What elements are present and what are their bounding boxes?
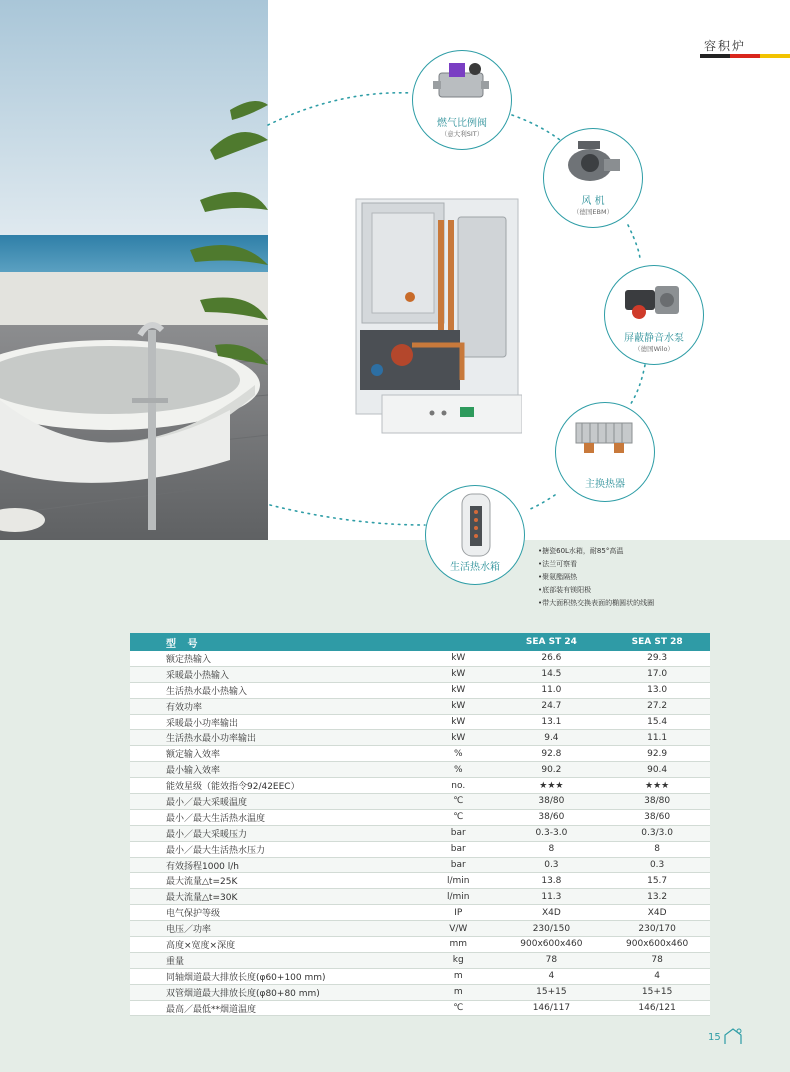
spec-name-cell: 电压／功率 [130, 921, 418, 937]
spec-unit-cell: ℃ [418, 809, 499, 825]
table-row [130, 889, 710, 905]
spec-name-cell: 重量 [130, 952, 418, 968]
spec-name-cell: 最小／最大采暖温度 [130, 794, 418, 810]
table-row [130, 794, 710, 810]
spec-unit-cell: kW [418, 698, 499, 714]
table-row [130, 698, 710, 714]
spec-value-24-cell: 26.6 [499, 651, 605, 666]
table-row [130, 905, 710, 921]
spec-value-28-cell: 29.3 [604, 651, 710, 666]
spec-value-28-cell: 11.1 [604, 730, 710, 746]
spec-value-28-cell: 13.2 [604, 889, 710, 905]
spec-unit-cell: kg [418, 952, 499, 968]
component-heat-exchanger [555, 402, 655, 502]
table-row [130, 984, 710, 1000]
feature-item: •搪瓷60L水箱，耐85°高温 [538, 547, 624, 555]
spec-unit-cell: kW [418, 682, 499, 698]
spec-unit-cell: m [418, 968, 499, 984]
spec-value-28-cell: 15.7 [604, 873, 710, 889]
water-pump-icon [621, 274, 685, 324]
spec-value-28-cell: 8 [604, 841, 710, 857]
spec-unit-cell: bar [418, 857, 499, 873]
spec-name-cell: 最小／最大采暖压力 [130, 825, 418, 841]
table-row [130, 952, 710, 968]
spec-value-24-cell: 13.8 [499, 873, 605, 889]
feature-item: •带大面积热交换表面的椭圆状的线圈 [538, 599, 655, 607]
spec-name-cell: 最大流量△t=30K [130, 889, 418, 905]
section-title: 容积炉 [703, 39, 746, 53]
spec-value-24-cell: 146/117 [499, 1000, 605, 1016]
spec-unit-cell: V/W [418, 921, 499, 937]
spec-value-28-cell: 27.2 [604, 698, 710, 714]
component-origin: （意大利SIT） [440, 130, 484, 138]
spec-value-28-cell: 92.9 [604, 746, 710, 762]
table-row [130, 651, 710, 666]
spec-name-cell: 有效扬程1000 l/h [130, 857, 418, 873]
spec-table [130, 633, 710, 1016]
spec-name-cell: 有效功率 [130, 698, 418, 714]
spec-value-28-cell: 900x600x460 [604, 937, 710, 953]
water-tank-icon [456, 492, 496, 562]
header-col2: SEA ST 28 [604, 633, 710, 651]
table-row [130, 873, 710, 889]
tank-features-list [538, 545, 654, 610]
spec-value-28-cell: 0.3 [604, 857, 710, 873]
table-row [130, 746, 710, 762]
component-water-pump [604, 265, 704, 365]
spec-name-cell: 额定输入效率 [130, 746, 418, 762]
spec-value-24-cell: 15+15 [499, 984, 605, 1000]
component-name: 燃气比例阀 [437, 118, 487, 129]
spec-name-cell: 额定热输入 [130, 651, 418, 666]
table-row [130, 1000, 710, 1016]
spec-value-28-cell: 146/121 [604, 1000, 710, 1016]
spec-unit-cell: IP [418, 905, 499, 921]
spec-value-24-cell: 9.4 [499, 730, 605, 746]
table-row [130, 666, 710, 682]
table-row [130, 841, 710, 857]
spec-value-28-cell: 38/80 [604, 794, 710, 810]
table-row [130, 825, 710, 841]
spec-unit-cell: ℃ [418, 794, 499, 810]
spec-value-28-cell: 4 [604, 968, 710, 984]
header-unit [418, 633, 499, 651]
spec-name-cell: 电气保护等级 [130, 905, 418, 921]
table-row [130, 714, 710, 730]
gas-valve-icon [431, 59, 491, 109]
component-origin: （德国EBM） [572, 208, 614, 216]
spec-name-cell: 最小／最大生活热水压力 [130, 841, 418, 857]
spec-value-24-cell: 11.0 [499, 682, 605, 698]
spec-name-cell: 同轴烟道最大排放长度(φ60+100 mm) [130, 968, 418, 984]
spec-value-24-cell: 900x600x460 [499, 937, 605, 953]
spec-value-24-cell: 38/60 [499, 809, 605, 825]
spec-name-cell: 生活热水最小热输入 [130, 682, 418, 698]
spec-value-24-cell: 4 [499, 968, 605, 984]
spec-value-24-cell: 8 [499, 841, 605, 857]
table-row [130, 730, 710, 746]
spec-unit-cell: l/min [418, 889, 499, 905]
component-name: 风 机 [581, 196, 605, 207]
component-name: 主换热器 [585, 479, 625, 490]
spec-unit-cell: kW [418, 714, 499, 730]
spec-name-cell: 采暖最小功率输出 [130, 714, 418, 730]
spec-value-24-cell: 24.7 [499, 698, 605, 714]
table-header-row [130, 633, 710, 651]
spec-value-28-cell: 90.4 [604, 762, 710, 778]
spec-value-24-cell: 78 [499, 952, 605, 968]
spec-value-28-cell: 17.0 [604, 666, 710, 682]
spec-name-cell: 最高／最低**烟道温度 [130, 1000, 418, 1016]
spec-value-24-cell: 0.3-3.0 [499, 825, 605, 841]
spec-value-28-cell: 13.0 [604, 682, 710, 698]
spec-value-28-cell: ★★★ [604, 778, 710, 794]
spec-value-24-cell: 92.8 [499, 746, 605, 762]
spec-value-24-cell: X4D [499, 905, 605, 921]
table-row [130, 857, 710, 873]
component-name: 生活热水箱 [450, 562, 500, 573]
spec-table-body [130, 651, 710, 1016]
spec-value-28-cell: X4D [604, 905, 710, 921]
table-row [130, 937, 710, 953]
fan-icon [560, 137, 624, 187]
component-name: 屏蔽静音水泵 [624, 333, 684, 344]
table-row [130, 762, 710, 778]
spec-unit-cell: kW [418, 651, 499, 666]
table-row [130, 921, 710, 937]
spec-value-24-cell: 0.3 [499, 857, 605, 873]
spec-value-28-cell: 38/60 [604, 809, 710, 825]
spec-name-cell: 高度×宽度×深度 [130, 937, 418, 953]
spec-unit-cell: kW [418, 666, 499, 682]
spec-value-24-cell: 230/150 [499, 921, 605, 937]
spec-name-cell: 双管烟道最大排放长度(φ80+80 mm) [130, 984, 418, 1000]
header-model: 型 号 [130, 633, 418, 651]
feature-item: •聚氨酯隔热 [538, 573, 578, 581]
heat-exchanger-icon [570, 413, 640, 463]
spec-name-cell: 能效星级（能效指令92/42EEC） [130, 778, 418, 794]
page-number: 15 [708, 1032, 721, 1043]
spec-value-24-cell: 13.1 [499, 714, 605, 730]
house-logo-icon [722, 1026, 744, 1046]
component-fan [543, 128, 643, 228]
table-row [130, 809, 710, 825]
spec-unit-cell: ℃ [418, 1000, 499, 1016]
spec-unit-cell: kW [418, 730, 499, 746]
spec-unit-cell: l/min [418, 873, 499, 889]
spec-value-28-cell: 78 [604, 952, 710, 968]
spec-name-cell: 最大流量△t=25K [130, 873, 418, 889]
spec-value-28-cell: 0.3/3.0 [604, 825, 710, 841]
spec-value-24-cell: 90.2 [499, 762, 605, 778]
spec-name-cell: 生活热水最小功率输出 [130, 730, 418, 746]
spec-name-cell: 最小输入效率 [130, 762, 418, 778]
spec-value-24-cell: ★★★ [499, 778, 605, 794]
table-row [130, 778, 710, 794]
component-gas-valve [412, 50, 512, 150]
boiler-product-image [352, 195, 522, 440]
spec-value-28-cell: 230/170 [604, 921, 710, 937]
spec-unit-cell: mm [418, 937, 499, 953]
spec-name-cell: 最小／最大生活热水温度 [130, 809, 418, 825]
table-row [130, 968, 710, 984]
spec-unit-cell: % [418, 762, 499, 778]
spec-value-28-cell: 15+15 [604, 984, 710, 1000]
spec-unit-cell: m [418, 984, 499, 1000]
component-water-tank [425, 485, 525, 585]
feature-item: •底部装有镁阳极 [538, 586, 592, 594]
spec-unit-cell: bar [418, 825, 499, 841]
component-origin: （德国Wilo） [634, 345, 674, 353]
spec-value-24-cell: 38/80 [499, 794, 605, 810]
spec-value-28-cell: 15.4 [604, 714, 710, 730]
spec-name-cell: 采暖最小热输入 [130, 666, 418, 682]
feature-item: •法兰可察看 [538, 560, 578, 568]
spec-unit-cell: no. [418, 778, 499, 794]
spec-value-24-cell: 14.5 [499, 666, 605, 682]
spec-unit-cell: bar [418, 841, 499, 857]
table-row [130, 682, 710, 698]
spec-value-24-cell: 11.3 [499, 889, 605, 905]
spec-unit-cell: % [418, 746, 499, 762]
header-col1: SEA ST 24 [499, 633, 605, 651]
